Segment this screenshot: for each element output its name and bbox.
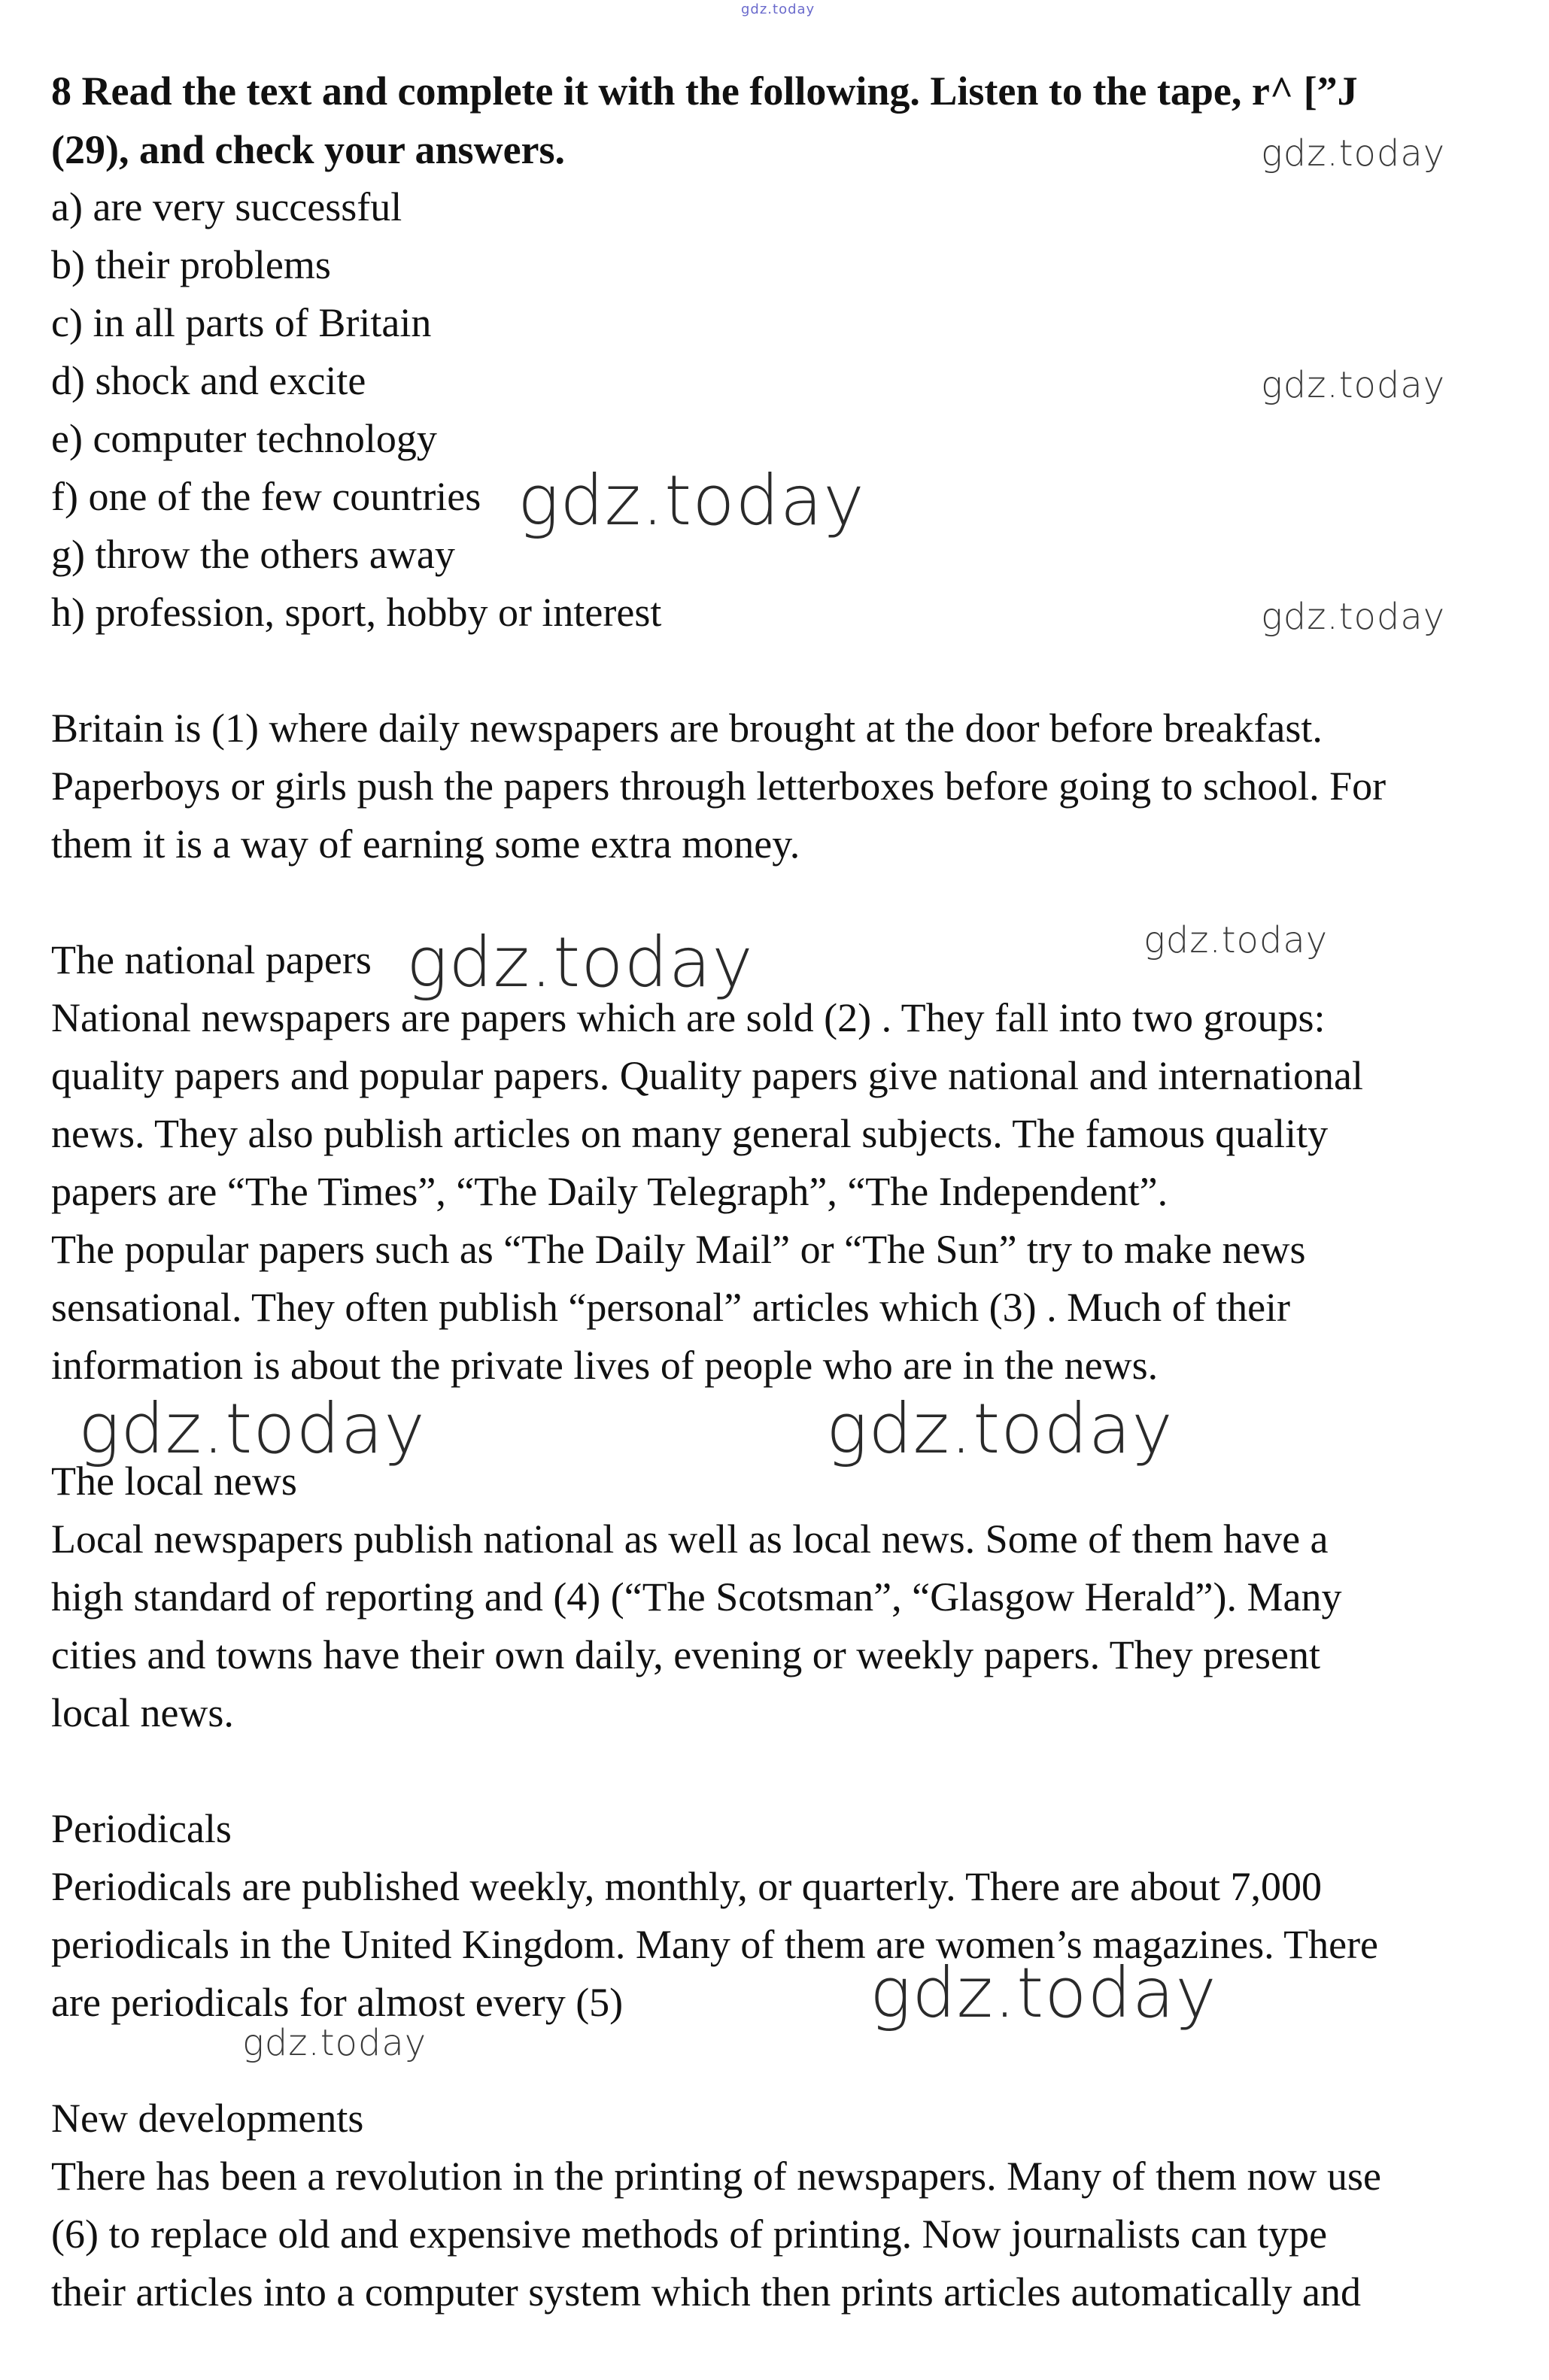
option-g: g) throw the others away	[51, 532, 455, 577]
intro-line: them it is a way of earning some extra money.	[51, 821, 800, 867]
paragraph-line: their articles into a computer system which then prints articles automatically and	[51, 2269, 1361, 2315]
option-e: e) computer technology	[51, 416, 437, 461]
watermark: gdz.today	[826, 1389, 1174, 1469]
paragraph-line: Local newspapers publish national as well as local news. Some of them have a	[51, 1516, 1329, 1562]
option-h: h) profession, sport, hobby or interest	[51, 590, 662, 635]
watermark: gdz.today	[1261, 596, 1446, 638]
paragraph-line: cities and towns have their own daily, evening or weekly papers. They present	[51, 1632, 1320, 1677]
watermark: gdz.today	[518, 460, 865, 541]
watermark: gdz.today	[1261, 364, 1446, 406]
watermark: gdz.today	[406, 922, 754, 1003]
watermark: gdz.today	[1261, 132, 1446, 175]
paragraph-line: news. They also publish articles on many general subjects. The famous quality	[51, 1111, 1329, 1156]
intro-line: Paperboys or girls push the papers through letterboxes before going to school. For	[51, 763, 1387, 809]
option-d: d) shock and excite	[51, 358, 366, 403]
paragraph-line: National newspapers are papers which are sold (2) . They fall into two groups:	[51, 995, 1326, 1040]
watermark: gdz.today	[870, 1953, 1217, 2033]
watermark: gdz.today	[78, 1389, 426, 1469]
paragraph-line: (6) to replace old and expensive methods of printing. Now journalists can type	[51, 2212, 1328, 2257]
paragraph-line: high standard of reporting and (4) (“The Scotsman”, “Glasgow Herald”). Many	[51, 1574, 1342, 1620]
paragraph-line: information is about the private lives of people who are in the news.	[51, 1343, 1159, 1388]
section-heading-periodicals: Periodicals	[51, 1806, 232, 1851]
section-heading-developments: New developments	[51, 2096, 364, 2141]
paragraph-line: Periodicals are published weekly, monthly, or quarterly. There are about 7,000	[51, 1864, 1322, 1909]
watermark-top: gdz.today	[741, 2, 816, 17]
option-a: a) are very successful	[51, 184, 402, 229]
watermark: gdz.today	[242, 2022, 427, 2064]
paragraph-line: periodicals in the United Kingdom. Many of them are women’s magazines. There	[51, 1922, 1379, 1967]
paragraph-line: are periodicals for almost every (5)	[51, 1980, 624, 2025]
paragraph-line: quality papers and popular papers. Quality papers give national and international	[51, 1053, 1363, 1098]
section-heading-national: The national papers	[51, 937, 372, 982]
section-heading-local: The local news	[51, 1459, 297, 1504]
paragraph-line: The popular papers such as “The Daily Mail” or “The Sun” try to make news	[51, 1227, 1306, 1272]
option-c: c) in all parts of Britain	[51, 300, 432, 345]
intro-line: Britain is (1) where daily newspapers are brought at the door before breakfast.	[51, 706, 1323, 751]
paragraph-line: local news.	[51, 1690, 234, 1735]
paragraph-line: There has been a revolution in the printing of newspapers. Many of them now use	[51, 2154, 1382, 2199]
watermark: gdz.today	[1144, 919, 1329, 961]
paragraph-line: sensational. They often publish “personal” articles which (3) . Much of their	[51, 1285, 1291, 1330]
option-b: b) their problems	[51, 242, 331, 287]
task-instruction-line-1: 8 Read the text and complete it with the following. Listen to the tape, r^ [”J	[51, 68, 1358, 114]
option-f: f) one of the few countries	[51, 474, 481, 519]
task-instruction-line-2: (29), and check your answers.	[51, 127, 566, 172]
paragraph-line: papers are “The Times”, “The Daily Telegraph”, “The Independent”.	[51, 1169, 1168, 1214]
